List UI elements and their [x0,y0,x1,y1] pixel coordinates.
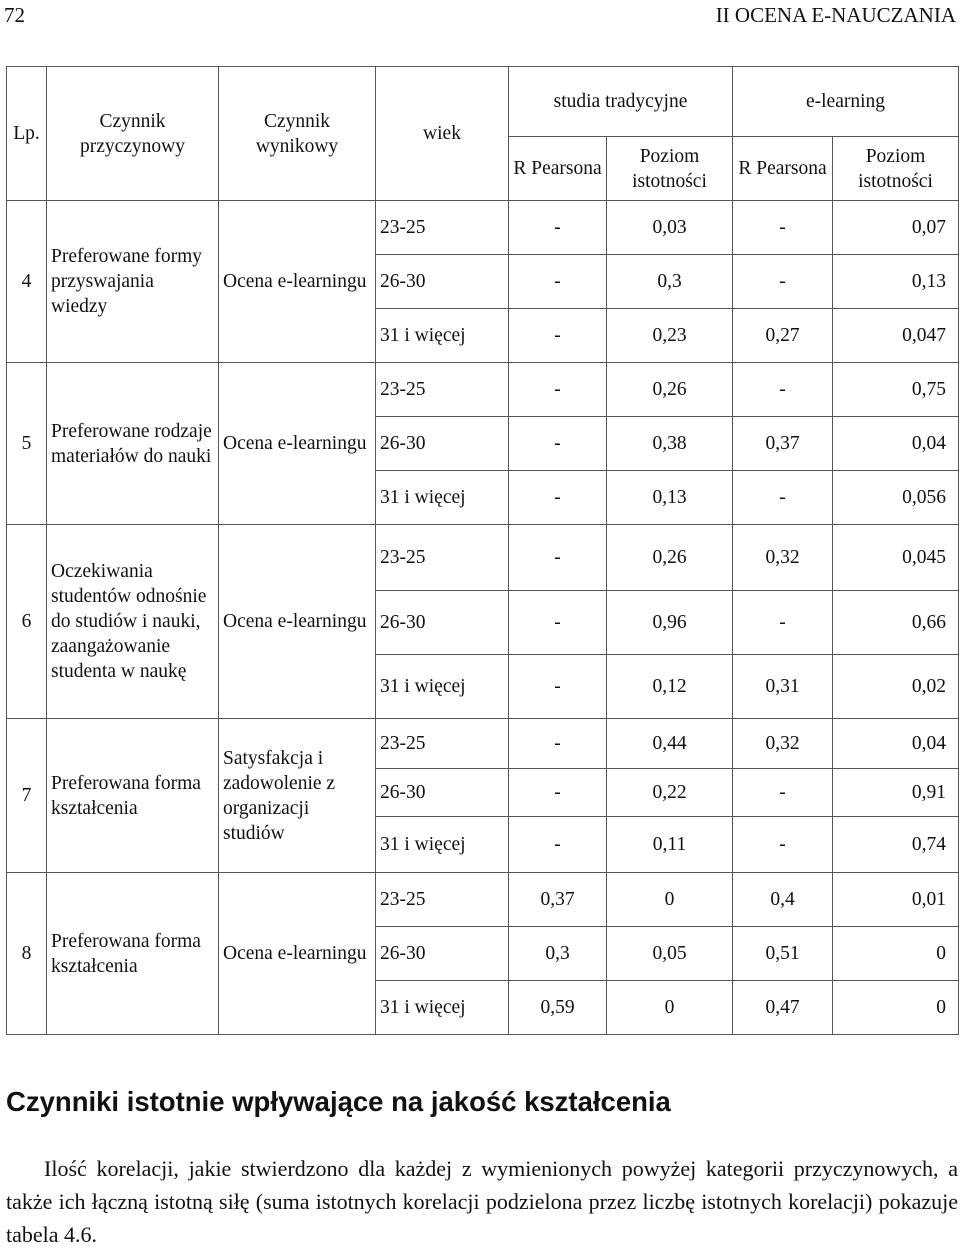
trad-r-cell: - [509,471,607,525]
header-el-r: R Pearsona [733,137,833,201]
header-traditional: studia tradycyjne [509,67,733,137]
trad-r-cell: 0,37 [509,873,607,927]
trad-r-cell: - [509,255,607,309]
header-effect: Czynnik wynikowy [219,67,376,201]
el-p-cell: 0 [833,981,959,1035]
age-cell: 31 i więcej [376,471,509,525]
el-p-cell: 0,01 [833,873,959,927]
age-cell: 23-25 [376,201,509,255]
age-cell: 31 i więcej [376,817,509,873]
effect-factor: Ocena e-learningu [219,201,376,363]
el-p-cell: 0,04 [833,719,959,769]
table-body [7,201,959,1035]
cause-factor: Preferowana forma kształcenia [47,719,219,873]
trad-r-cell: - [509,769,607,817]
age-cell: 31 i więcej [376,655,509,719]
trad-r-cell: - [509,309,607,363]
section-title: Czynniki istotnie wpływające na jakość kształcenia [6,1086,671,1117]
el-r-cell: - [733,769,833,817]
header-trad-r: R Pearsona [509,137,607,201]
el-p-cell: 0 [833,927,959,981]
el-p-cell: 0,047 [833,309,959,363]
age-cell: 26-30 [376,769,509,817]
trad-p-cell: 0,26 [607,363,733,417]
el-r-cell: - [733,471,833,525]
header-cause: Czynnik przyczynowy [47,67,219,201]
trad-p-cell: 0,13 [607,471,733,525]
header-elearning: e-learning [733,67,959,137]
cause-factor: Preferowane formy przyswajania wiedzy [47,201,219,363]
effect-factor: Satysfakcja i zadowolenie z organizacji studiów [219,719,376,873]
el-r-cell: 0,47 [733,981,833,1035]
el-p-cell: 0,74 [833,817,959,873]
paragraph-text: Ilość korelacji, jakie stwierdzono dla każdej z wymienionych powyżej kategorii przyczynowych, a także ich łączną istotną siłę (suma istotnych korelacji podzielona przez liczbę istotnych korelacji) pokazuje tabela 4.6. [6,1156,958,1247]
trad-r-cell: 0,3 [509,927,607,981]
el-r-cell: 0,51 [733,927,833,981]
el-r-cell: - [733,201,833,255]
row-lp: 7 [7,719,47,873]
age-cell: 23-25 [376,719,509,769]
el-r-cell: 0,32 [733,525,833,591]
header-age: wiek [376,67,509,201]
body-paragraph [6,1152,958,1251]
el-p-cell: 0,66 [833,591,959,655]
trad-p-cell: 0 [607,981,733,1035]
el-r-cell: 0,37 [733,417,833,471]
row-lp: 6 [7,525,47,719]
age-cell: 26-30 [376,927,509,981]
table-row [7,525,959,591]
el-r-cell: - [733,363,833,417]
el-p-cell: 0,045 [833,525,959,591]
el-p-cell: 0,13 [833,255,959,309]
el-r-cell: 0,32 [733,719,833,769]
table-row [7,201,959,255]
trad-p-cell: 0 [607,873,733,927]
trad-r-cell: - [509,417,607,471]
age-cell: 26-30 [376,417,509,471]
trad-r-cell: - [509,817,607,873]
trad-p-cell: 0,96 [607,591,733,655]
age-cell: 31 i więcej [376,981,509,1035]
cause-factor: Preferowane rodzaje materiałów do nauki [47,363,219,525]
row-lp: 5 [7,363,47,525]
age-cell: 23-25 [376,363,509,417]
age-cell: 23-25 [376,525,509,591]
effect-factor: Ocena e-learningu [219,363,376,525]
el-r-cell: - [733,817,833,873]
el-p-cell: 0,04 [833,417,959,471]
correlation-table [6,66,959,1035]
effect-factor: Ocena e-learningu [219,525,376,719]
trad-p-cell: 0,22 [607,769,733,817]
trad-p-cell: 0,12 [607,655,733,719]
cause-factor: Oczekiwania studentów odnośnie do studiów i nauki, zaangażowanie studenta w naukę [47,525,219,719]
trad-r-cell: - [509,591,607,655]
trad-r-cell: - [509,655,607,719]
page-number: 72 [4,3,25,27]
age-cell: 23-25 [376,873,509,927]
el-p-cell: 0,02 [833,655,959,719]
trad-r-cell: - [509,719,607,769]
el-r-cell: 0,31 [733,655,833,719]
trad-p-cell: 0,3 [607,255,733,309]
cause-factor: Preferowana forma kształcenia [47,873,219,1035]
age-cell: 26-30 [376,255,509,309]
el-r-cell: 0,4 [733,873,833,927]
trad-r-cell: - [509,525,607,591]
el-p-cell: 0,07 [833,201,959,255]
el-p-cell: 0,056 [833,471,959,525]
table-row [7,719,959,769]
trad-r-cell: - [509,363,607,417]
trad-p-cell: 0,03 [607,201,733,255]
header-trad-p: Poziom istotności [607,137,733,201]
el-r-cell: 0,27 [733,309,833,363]
trad-p-cell: 0,26 [607,525,733,591]
page-header [0,0,960,36]
trad-p-cell: 0,05 [607,927,733,981]
el-p-cell: 0,91 [833,769,959,817]
table-row [7,363,959,417]
age-cell: 26-30 [376,591,509,655]
el-r-cell: - [733,255,833,309]
row-lp: 8 [7,873,47,1035]
el-r-cell: - [733,591,833,655]
trad-p-cell: 0,38 [607,417,733,471]
trad-r-cell: 0,59 [509,981,607,1035]
effect-factor: Ocena e-learningu [219,873,376,1035]
trad-p-cell: 0,44 [607,719,733,769]
table-row [7,873,959,927]
header-el-p: Poziom istotności [833,137,959,201]
trad-p-cell: 0,23 [607,309,733,363]
chapter-title: II OCENA E-NAUCZANIA [715,3,956,27]
header-lp: Lp. [7,67,47,201]
trad-p-cell: 0,11 [607,817,733,873]
age-cell: 31 i więcej [376,309,509,363]
trad-r-cell: - [509,201,607,255]
row-lp: 4 [7,201,47,363]
el-p-cell: 0,75 [833,363,959,417]
